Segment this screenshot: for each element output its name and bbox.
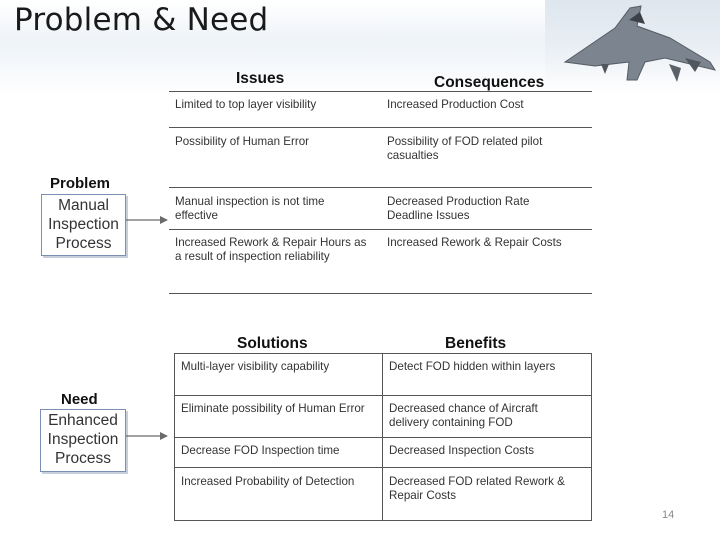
issues-header: Issues (236, 70, 285, 87)
solution-cell: Increased Probability of Detection (181, 475, 355, 488)
problem-box-text: Manual Inspection Process (48, 197, 119, 252)
consequence-cell: Decreased Production Rate Deadline Issues (387, 195, 530, 222)
benefit-cell: Decreased Inspection Costs (389, 444, 534, 457)
problem-label: Problem (50, 175, 111, 192)
need-box (40, 409, 126, 472)
solution-cell: Eliminate possibility of Human Error (181, 402, 365, 415)
lower-divider (174, 467, 592, 468)
consequences-header: Consequences (434, 74, 545, 91)
issue-cell: Manual inspection is not time effective (175, 195, 325, 222)
arrow-right-icon (126, 214, 170, 226)
lower-divider (174, 395, 592, 396)
upper-divider (169, 187, 592, 188)
upper-divider-top (169, 91, 592, 92)
need-label: Need (61, 391, 98, 408)
lower-divider (174, 437, 592, 438)
benefit-cell: Decreased chance of Aircraft delivery containing FOD (389, 402, 538, 429)
slide-title: Problem & Need (14, 2, 269, 38)
issue-cell: Increased Rework & Repair Hours as a result of inspection reliability (175, 236, 367, 263)
fighter-jet-icon (545, 0, 720, 92)
upper-divider-bottom (169, 293, 592, 294)
upper-divider (169, 127, 592, 128)
issue-cell: Possibility of Human Error (175, 135, 310, 148)
problem-box (41, 194, 126, 256)
consequence-cell: Increased Rework & Repair Costs (387, 236, 562, 249)
upper-divider (169, 229, 592, 230)
solution-cell: Multi-layer visibility capability (181, 360, 330, 373)
benefit-cell: Detect FOD hidden within layers (389, 360, 556, 373)
consequence-cell: Possibility of FOD related pilot casualties (387, 135, 543, 162)
benefit-cell: Decreased FOD related Rework & Repair Costs (389, 475, 565, 502)
need-box-text: Enhanced Inspection Process (47, 412, 119, 467)
consequence-cell: Increased Production Cost (387, 98, 524, 111)
solutions-header: Solutions (237, 335, 308, 352)
arrow-right-icon (126, 430, 170, 442)
page-number: 14 (662, 509, 675, 521)
solution-cell: Decrease FOD Inspection time (181, 444, 340, 457)
issue-cell: Limited to top layer visibility (175, 98, 317, 111)
benefits-header: Benefits (445, 335, 507, 352)
